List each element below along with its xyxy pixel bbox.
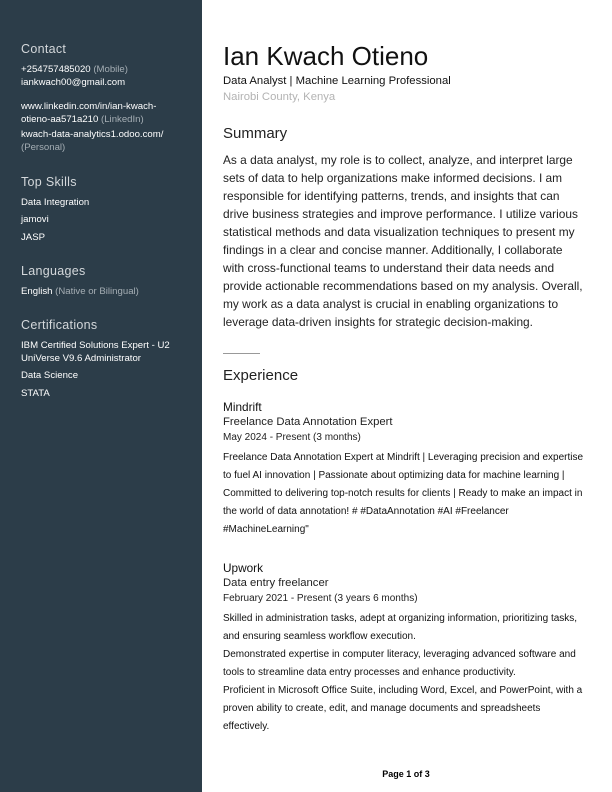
page-number: Page 1 of 3 bbox=[382, 769, 430, 779]
summary-heading: Summary bbox=[223, 125, 288, 142]
language-name: English bbox=[21, 286, 53, 297]
contact-website[interactable] bbox=[21, 128, 196, 154]
description-line: Demonstrated expertise in computer literacy, leveraging advanced software and tools to streamline data entry processes and enhance productivity. bbox=[223, 649, 576, 678]
skill-item: jamovi bbox=[21, 214, 49, 225]
headline: Data Analyst | Machine Learning Professional bbox=[223, 75, 451, 87]
job-description bbox=[223, 610, 588, 736]
section-divider bbox=[223, 353, 260, 354]
contact-email[interactable]: iankwach00@gmail.com bbox=[21, 77, 126, 88]
company-name: Upwork bbox=[223, 561, 263, 575]
phone-number: +254757485020 bbox=[21, 64, 91, 75]
job-title: Freelance Data Annotation Expert bbox=[223, 416, 393, 428]
job-description: Freelance Data Annotation Expert at Mindrift | Leveraging precision and expertise to fuel AI innovation | Passionate about optimizing data for machine learning | Committed to delivering top-notch results for clients | Ready to make an impact in the world of data annotation! # #DataAnnotation #AI #Freelancer #MachineLearning" bbox=[223, 452, 584, 535]
contact-linkedin[interactable] bbox=[21, 100, 196, 126]
summary-text: As a data analyst, my role is to collect, analyze, and interpret large sets of data to help organizations make informed decisions. I am responsible for identifying patterns, trends, and insights that can drive business strategies and improve performance. I utilize various statistical methods and data visualization techniques to present my findings in a clear and concise manner. Additionally, I collaborate with cross-functional teams to understand their data needs and provide actionable recommendations based on my analysis. Overall, my work as a data analyst is crucial in enabling organizations to leverage data-driven insights for strategic decision-making. bbox=[223, 153, 583, 329]
contact-heading: Contact bbox=[21, 42, 67, 56]
language-item bbox=[21, 285, 196, 298]
candidate-name: Ian Kwach Otieno bbox=[223, 41, 429, 71]
skill-item: JASP bbox=[21, 232, 45, 243]
language-level: (Native or Bilingual) bbox=[55, 286, 139, 297]
linkedin-url-1[interactable]: www.linkedin.com/in/ian-kwach- bbox=[21, 101, 157, 112]
languages-heading: Languages bbox=[21, 264, 86, 278]
linkedin-url-2[interactable]: otieno-aa571a210 bbox=[21, 114, 99, 125]
certification-item: STATA bbox=[21, 388, 50, 399]
website-url[interactable]: kwach-data-analytics1.odoo.com/ bbox=[21, 129, 164, 140]
sidebar bbox=[0, 0, 202, 792]
certifications-heading: Certifications bbox=[21, 318, 98, 332]
job-dates: May 2024 - Present (3 months) bbox=[223, 432, 361, 443]
contact-phone bbox=[21, 63, 196, 76]
job-dates: February 2021 - Present (3 years 6 months) bbox=[223, 593, 418, 604]
skills-heading: Top Skills bbox=[21, 175, 77, 189]
phone-label: (Mobile) bbox=[93, 64, 128, 75]
location: Nairobi County, Kenya bbox=[223, 91, 336, 103]
certification-item: IBM Certified Solutions Expert - U2 UniVerse V9.6 Administrator bbox=[21, 340, 170, 364]
description-line: Proficient in Microsoft Office Suite, including Word, Excel, and PowerPoint, with a proven ability to create, edit, and manage documents and spreadsheets effectively. bbox=[223, 685, 583, 732]
company-name: Mindrift bbox=[223, 400, 262, 414]
certification-item: Data Science bbox=[21, 370, 79, 381]
description-line: Skilled in administration tasks, adept at organizing information, prioritizing tasks, and ensuring seamless workflow execution. bbox=[223, 613, 578, 642]
linkedin-label: (LinkedIn) bbox=[101, 114, 144, 125]
experience-heading: Experience bbox=[223, 367, 299, 384]
skill-item: Data Integration bbox=[21, 197, 90, 208]
website-label: (Personal) bbox=[21, 142, 66, 153]
job-title: Data entry freelancer bbox=[223, 577, 329, 589]
